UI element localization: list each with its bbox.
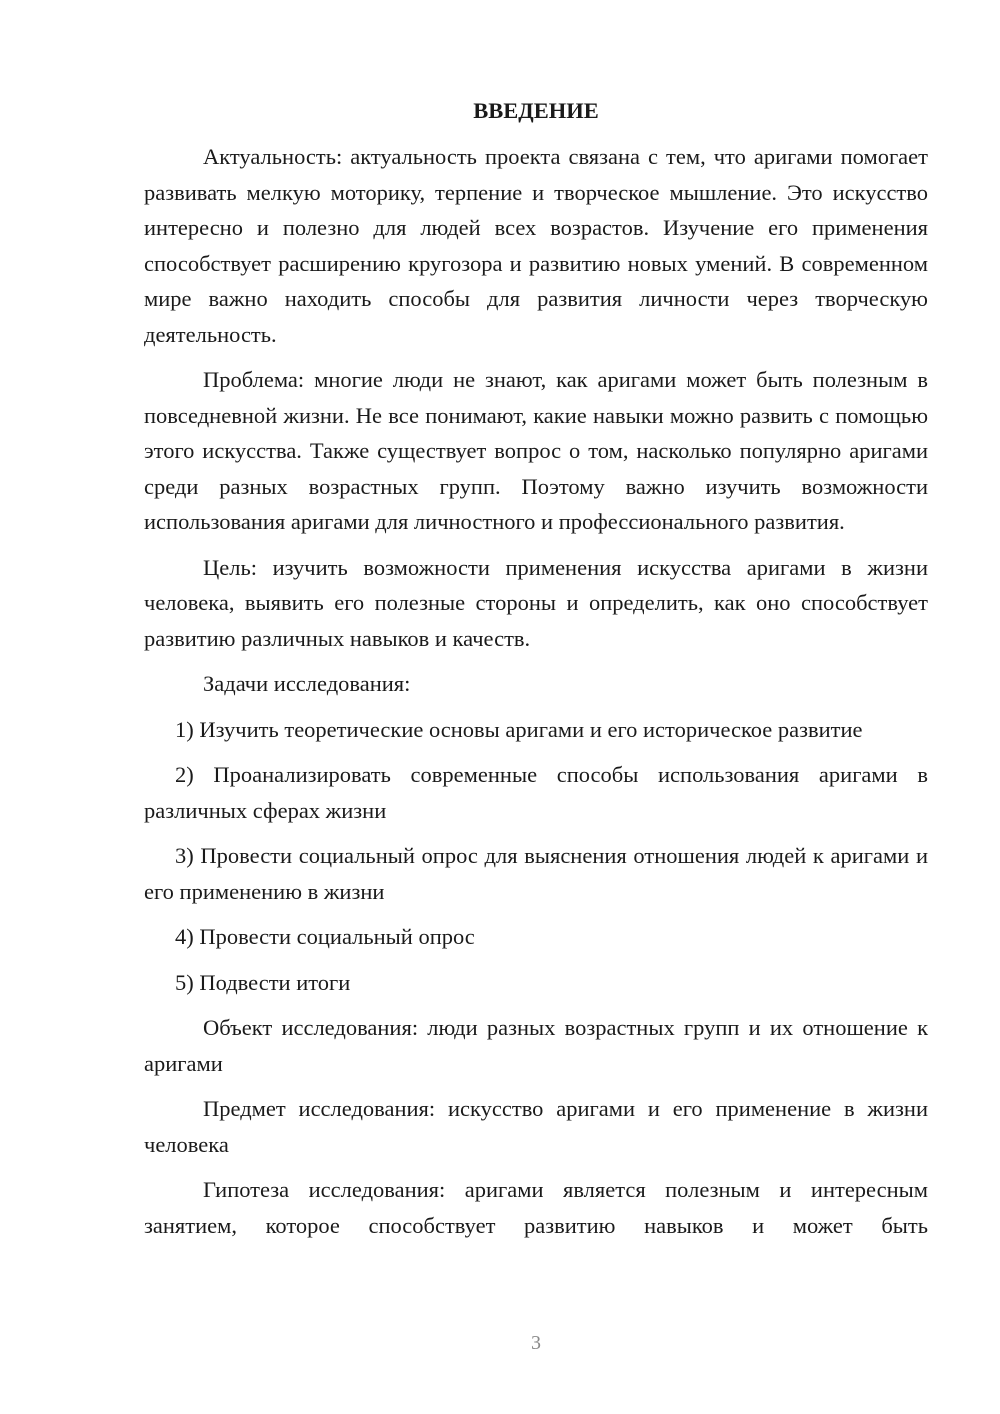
- task-item-4: 4) Провести социальный опрос: [175, 924, 475, 949]
- subject-paragraph: Предмет исследования: искусство аригами и его применение в жизни человека: [144, 1096, 928, 1157]
- section-title: ВВЕДЕНИЕ: [473, 98, 599, 123]
- task-item-1: 1) Изучить теоретические основы аригами и его историческое развитие: [175, 716, 863, 742]
- relevance-paragraph: Актуальность: актуальность проекта связана с тем, что аригами помогает развивать мелкую моторику, терпение и творческое мышление. Это искусство интересно и полезно для людей всех возрастов. Изучение его применения способствует расширению кругозора и развитию новых умений. В современном мире важно находить способы для развития личности через творческую деятельность.: [144, 144, 928, 347]
- problem-paragraph: Проблема: многие люди не знают, как аригами может быть полезным в повседневной жизни. Не все понимают, какие навыки можно развить с помощью этого искусства. Также существует вопрос о том, насколько популярно аригами среди разных возрастных групп. Поэтому важно изучить возможности использования аригами для личностного и профессионального развития.: [144, 367, 928, 534]
- hypothesis-paragraph: Гипотеза исследования: аригами является полезным и интересным занятием, которое способствует развитию навыков и может быть: [144, 1177, 928, 1238]
- task-item-3: 3) Провести социальный опрос для выяснения отношения людей к аригами и его применению в жизни: [144, 843, 928, 904]
- page-number: 3: [531, 1332, 541, 1354]
- goal-paragraph: Цель: изучить возможности применения искусства аригами в жизни человека, выявить его полезные стороны и определить, как оно способствует развитию различных навыков и качеств.: [144, 554, 928, 651]
- task-item-5: 5) Подвести итоги: [175, 969, 351, 995]
- object-paragraph: Объект исследования: люди разных возрастных групп и их отношение к аригами: [144, 1015, 928, 1076]
- tasks-heading: Задачи исследования:: [203, 671, 411, 696]
- task-item-2: 2) Проанализировать современные способы использования аригами в различных сферах жизни: [144, 762, 928, 823]
- page-content: [144, 95, 928, 1243]
